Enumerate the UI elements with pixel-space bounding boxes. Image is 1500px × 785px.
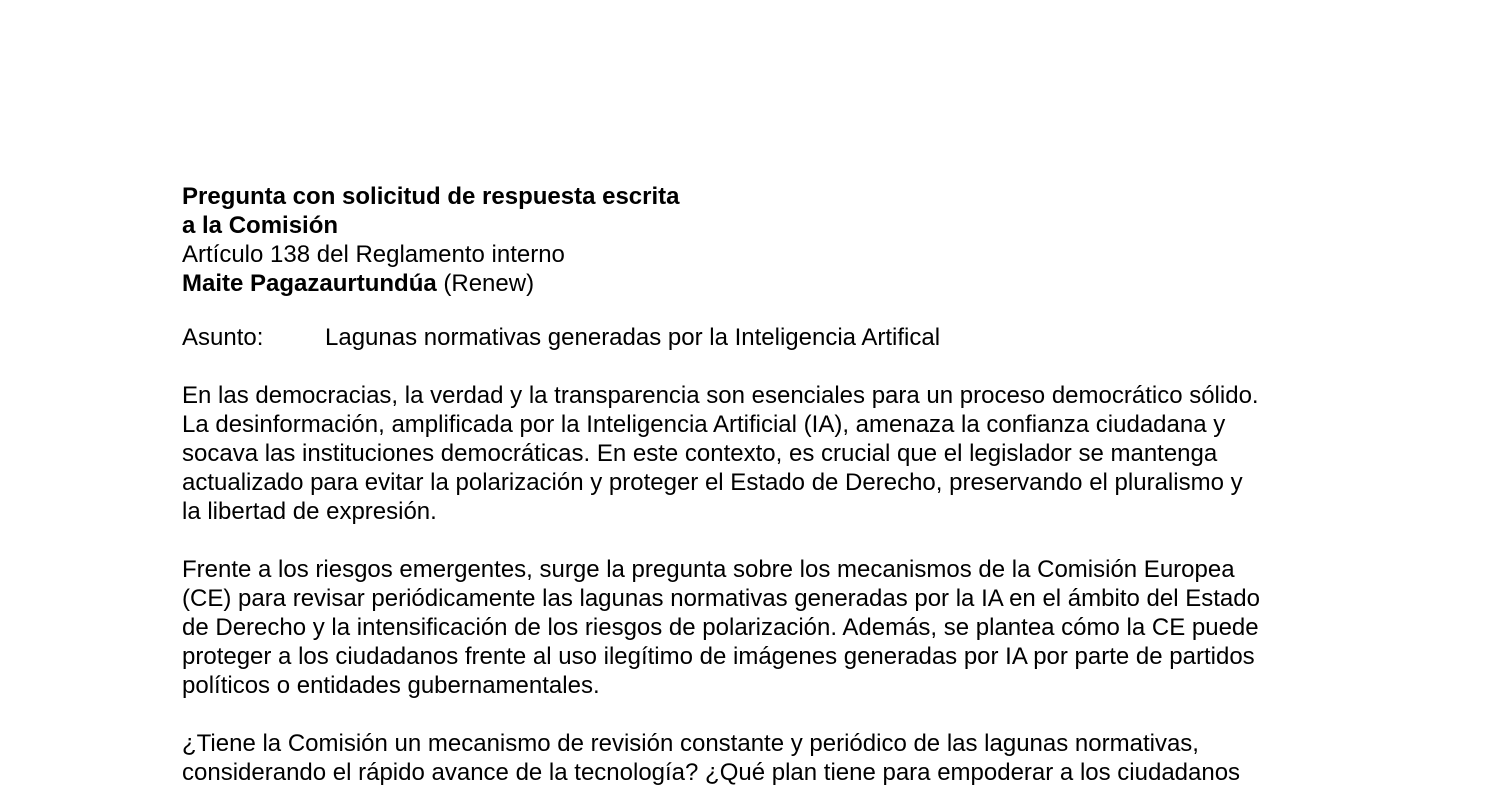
author-group: (Renew) bbox=[436, 270, 535, 297]
paragraph-line: actualizado para evitar la polarización y proteger el Estado de Derecho, preservando el pluralismo y bbox=[182, 469, 1243, 496]
subject-text: Lagunas normativas generadas por la Inteligencia Artifical bbox=[325, 324, 941, 351]
question-title-line-1: Pregunta con solicitud de respuesta escrita bbox=[182, 183, 680, 210]
paragraph-2 bbox=[182, 555, 1332, 700]
paragraph-3 bbox=[182, 729, 1332, 785]
paragraph-line: proteger a los ciudadanos frente al uso ilegítimo de imágenes generadas por IA por parte de partidos bbox=[182, 643, 1255, 670]
rule-article: Artículo 138 del Reglamento interno bbox=[182, 241, 565, 268]
paragraph-line: considerando el rápido avance de la tecnología? ¿Qué plan tiene para empoderar a los ciudadanos bbox=[182, 759, 1241, 785]
paragraph-line: de Derecho y la intensificación de los riesgos de polarización. Además, se plantea cómo la CE puede bbox=[182, 614, 1259, 641]
author-name: Maite Pagazaurtundúa bbox=[182, 270, 437, 297]
paragraph-1 bbox=[182, 381, 1332, 526]
paragraph-line: (CE) para revisar periódicamente las lagunas normativas generadas por la IA en el ámbito del Estado bbox=[182, 585, 1260, 612]
question-header bbox=[182, 182, 1332, 298]
paragraph-line: La desinformación, amplificada por la Inteligencia Artificial (IA), amenaza la confianza ciudadana y bbox=[182, 411, 1226, 438]
author-line bbox=[182, 269, 1332, 298]
paragraph-line: ¿Tiene la Comisión un mecanismo de revisión constante y periódico de las lagunas normativas, bbox=[182, 730, 1199, 757]
document-body bbox=[182, 182, 1332, 785]
paragraph-line: En las democracias, la verdad y la transparencia son esenciales para un proceso democrático sólido. bbox=[182, 382, 1259, 409]
question-title-line-2: a la Comisión bbox=[182, 212, 339, 239]
paragraph-line: socava las instituciones democráticas. En este contexto, es crucial que el legislador se mantenga bbox=[182, 440, 1218, 467]
subject-line bbox=[182, 323, 1332, 352]
paragraph-line: políticos o entidades gubernamentales. bbox=[182, 672, 600, 699]
paragraph-line: la libertad de expresión. bbox=[182, 498, 437, 525]
subject-label: Asunto: bbox=[182, 324, 264, 351]
paragraph-line: Frente a los riesgos emergentes, surge la pregunta sobre los mecanismos de la Comisión Europea bbox=[182, 556, 1235, 583]
